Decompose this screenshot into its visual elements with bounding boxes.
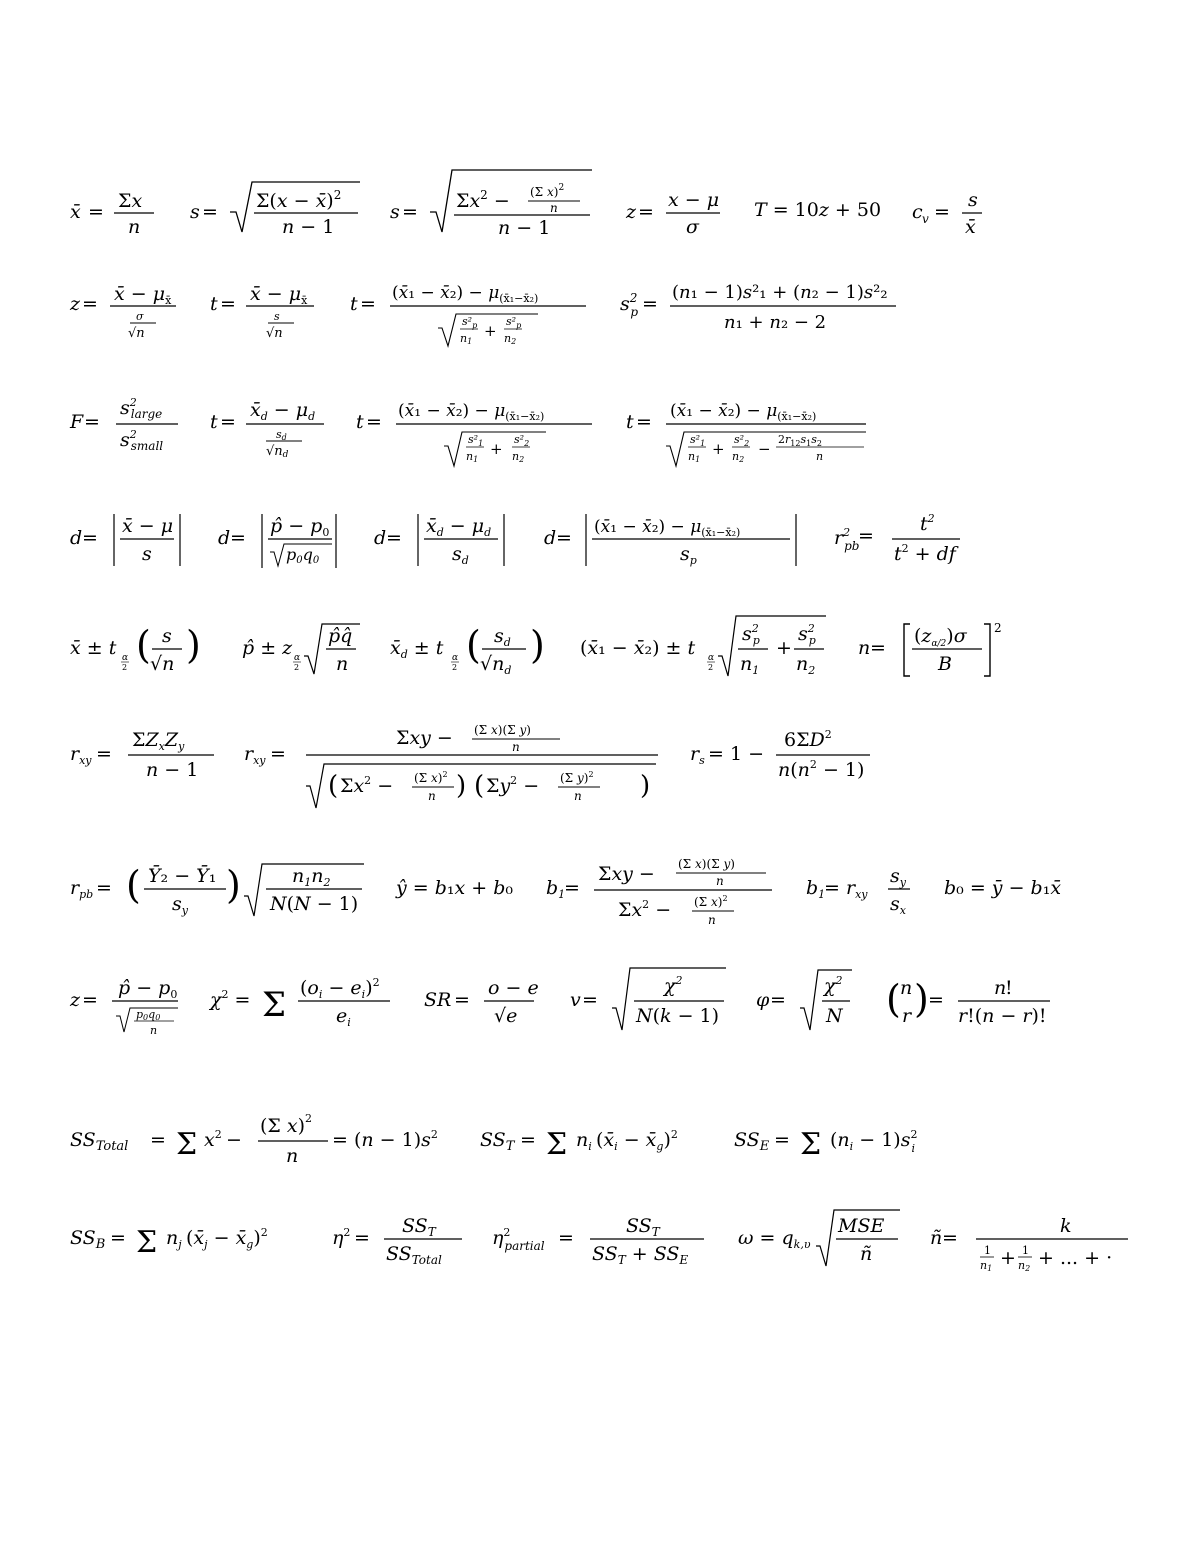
svg-text:t: t [350,293,358,315]
svg-text:=: = [88,201,104,223]
svg-text:): ) [530,623,545,667]
svg-text:d: d [544,527,557,549]
svg-text:d: d [374,527,387,549]
svg-text:SST: $SS_T$ [480,1129,515,1154]
svg-text:n1: n1 [466,450,479,464]
svg-text:p̂ − p0: p̂ − $p_0$ [118,977,178,1001]
svg-text:χ2: $\chi^2$ [824,974,843,997]
svg-text:=: = [858,525,874,547]
svg-text:t2 + df: $t^2$ + df [894,542,956,565]
svg-text:√n: √n [128,326,145,341]
formula-point-biserial [70,863,364,917]
svg-text:σ: σ [686,216,699,238]
formula-t-score [754,199,881,221]
svg-text:x̄ − μ: x̄ − μ [122,515,174,537]
svg-text:=: = [82,293,98,315]
formula-ci-independent [580,616,826,677]
svg-text:(Σ x)2: (Σ x)$^2$ [414,770,448,785]
formula-pearson-computational [244,723,658,808]
svg-text:(n₁ − 1)s²₁ + (n₂ − 1)s²₂: (n₁ − 1)s²₁ + (n₂ − 1)s²₂ [672,282,888,303]
svg-text:ñ: ñ [930,1227,943,1249]
svg-text:√e: √e [494,1005,518,1027]
svg-text:x̄ ± t: x̄ ± t [70,637,117,659]
formula-z-mean [69,283,176,341]
svg-text:=: = [96,743,112,765]
svg-text:r!(n − r)!: r!(n − r)! [958,1005,1047,1027]
formula-ss-treatment [480,1127,678,1162]
svg-text:n: n [574,789,582,803]
formula-z-score [625,189,720,238]
svg-text:Σ: Σ [136,1225,158,1260]
svg-text:n: n [900,977,913,999]
svg-text:x − μ: x − μ [668,189,720,211]
svg-text:b1: $b_1$ [806,877,826,901]
svg-text:Σxy −: Σxy − [598,863,655,885]
svg-text:= rxy: = $r_{xy}$ [824,877,868,901]
svg-text:n: n [336,653,349,675]
svg-text:t: t [626,411,634,433]
svg-text:n − 1: n − 1 [498,217,551,239]
svg-text:= 1 −: = 1 − [708,743,765,765]
svg-text:(Σ x)(Σ y): (Σ x)(Σ y) [474,723,531,737]
svg-text:(x̄₁ − x̄₂) − μ(x̄₁−x̄₂): (x̄₁ − x̄₂) − $\mu_{(x̄_1-x̄_2)}$ [594,517,741,539]
svg-text:t: t [210,293,218,315]
svg-text:s²2: $s^2_2$ [734,433,750,448]
svg-text:=: = [870,637,886,659]
svg-text:n1: n1 [980,1259,993,1273]
svg-text:(Σ y)2: (Σ y)$^2$ [560,770,594,785]
formula-cohen-d-one [70,514,180,566]
svg-text:p̂ − p0: p̂ − $p_0$ [270,515,330,539]
formula-r-squared-pb [834,512,960,565]
svg-text:x̄: x̄ [70,201,81,223]
formula-sample-size [858,621,1002,676]
svg-text:(x̄₁ − x̄₂) ± t: (x̄₁ − x̄₂) ± t [580,637,696,659]
svg-text:√n: √n [266,326,283,341]
svg-text:α: α [452,653,459,663]
svg-text:Σ: Σ [176,1127,198,1162]
svg-text:=: = [402,201,418,223]
svg-text:sy: $s_y$ [890,865,906,889]
svg-text:=: = [360,293,376,315]
svg-text:sx: $s_x$ [890,893,906,917]
formula-spearman [690,728,870,781]
svg-text:): ) [914,977,929,1021]
formula-cramers-v [570,968,726,1030]
svg-text:(Σ x)(Σ y): (Σ x)(Σ y) [678,857,735,871]
svg-text:s²2: $s^2_2$ [514,433,530,448]
svg-text:z: z [70,293,81,315]
svg-text:2: 2 [294,663,300,672]
svg-text:+: + [1000,1247,1016,1269]
svg-text:ŷ = b₁x + b₀: ŷ = b₁x + b₀ [396,877,514,899]
svg-text:s²p: $s^2_p$ [506,315,522,330]
svg-text:MSE: MSE [838,1215,885,1237]
svg-text:Σx2 −: $\Sigma x^2$ − [340,774,394,797]
svg-text:Σy2 −: $\Sigma y^2$ − [486,774,540,797]
svg-text:=: = [220,411,236,433]
svg-text:p̂q̂: p̂q̂ [328,625,353,647]
svg-text:N: N [826,1005,843,1027]
svg-text:(Σ x)2: (Σ x)$^2$ [260,1112,313,1137]
svg-text:Σx2 −: $\Sigma x^2$ − [456,188,510,212]
svg-text:=: = [928,989,944,1011]
svg-text:x̄ − μx̄: x̄ − $\mu_{x̄}$ [114,283,172,307]
svg-text:=: = [366,411,382,433]
svg-text:=: = [520,1129,536,1151]
svg-text:x̄d − μd: $x̄_d - \mu_d$ [426,515,492,539]
svg-text:ΣZxZy: $\Sigma Z_xZ_y$ [132,729,185,753]
svg-text:SST + SSE: $SS_T + SS_E$ [592,1243,689,1267]
svg-text:(Σ x)2: (Σ x)$^2$ [694,894,728,909]
formula-std-residual [424,977,539,1027]
svg-text:χ2 =: $\chi^2$ = [210,988,251,1011]
svg-text:sp: $s_p$ [680,543,697,567]
formula-sd-definitional [190,182,360,238]
svg-text:z: z [70,989,81,1011]
svg-text:−: − [226,1129,242,1151]
formula-t-correlated [626,401,866,466]
svg-text:c: c [912,201,923,223]
svg-text:φ: φ [756,989,770,1011]
svg-text:2: 2 [452,663,458,672]
svg-text:p0q0: p0q0 [136,1008,161,1022]
svg-text:(x̄j − x̄g)2: ($x̄_j$ − $x̄_g)^2$ [186,1226,268,1251]
svg-text:s: s [142,543,152,565]
svg-text:n1: $n_1$ [740,653,760,677]
formula-t-mean [210,283,314,341]
svg-text:=: = [454,989,470,1011]
svg-text:+: + [484,322,497,340]
svg-text:2: 2 [708,663,714,672]
svg-text:(ni − 1)s2i: $(n_i - 1)s^2$ i [830,1128,918,1155]
svg-text:n: n [550,201,558,215]
svg-text:rs: $r_s$ [690,743,705,767]
svg-text:nj: $n_j$ [166,1227,182,1251]
svg-text:=: = [582,989,598,1011]
svg-text:=: = [150,1129,166,1151]
svg-text:ni: $n_i$ [576,1129,592,1153]
svg-text:=: = [202,201,218,223]
formula-f-ratio [69,396,178,453]
svg-text:t: t [356,411,364,433]
svg-text:√nd: $√n_d$ [480,653,512,677]
svg-text:=: = [386,527,402,549]
svg-text:√n: √n [150,653,175,675]
svg-text:s: s [162,625,172,647]
svg-text:n₁ + n₂ − 2: n₁ + n₂ − 2 [724,312,827,333]
svg-text:s2large: $s^2$ large [120,396,163,421]
svg-text:SSTotal: $SS_{Total}$ [386,1243,442,1267]
svg-text:rpb: $r_{pb}$ [70,877,94,901]
formula-ci-dependent [390,623,545,677]
svg-text:=: = [770,989,786,1011]
svg-text:(x̄₁ − x̄₂) − μ(x̄₁−x̄₂): (x̄₁ − x̄₂) − $\mu_{(x̄_1-x̄_2)}$ [392,283,539,305]
svg-text:(: ( [126,863,141,907]
formula-sd-computational [390,170,592,239]
svg-text:s: s [968,189,978,211]
formula-ss-between [70,1225,268,1260]
svg-text:n: n [816,450,824,463]
svg-text:η2: $\eta^2$ [332,1226,351,1249]
svg-text:=: = [642,293,658,315]
formula-tukey-hsd [738,1210,900,1266]
svg-text:b₀ = ȳ − b₁x̄: b₀ = ȳ − b₁x̄ [944,877,1062,899]
svg-text:(oi − ei)2: $(o_i - e_i)^2$ [300,976,380,1001]
svg-text:(: ( [136,623,151,667]
svg-text:2: 2 [994,621,1002,635]
svg-text:=: = [230,527,246,549]
svg-text:(Σ x)2: (Σ x)$^2$ [530,183,565,199]
svg-text:SST: $SS_T$ [402,1215,436,1239]
svg-text:SSTotal: $SS_{Total}$ [70,1129,129,1154]
svg-text:!: ! [1005,977,1013,999]
svg-text:F: F [70,411,84,433]
formula-cohen-d-independent [544,514,796,567]
svg-text:x̄d − μd: $x̄_d - \mu_d$ [250,399,316,423]
svg-text:t: t [210,411,218,433]
svg-text:k: k [1060,1215,1072,1237]
svg-text:n: n [708,913,716,927]
svg-text:n: n [428,789,436,803]
svg-text:(: ( [328,771,339,801]
svg-text:n1n2: $n_1n_2$ [292,865,331,889]
svg-text:): ) [456,771,467,801]
svg-text:N(k − 1): N(k − 1) [636,1005,720,1027]
svg-text:n2: $n_2$ [796,653,816,677]
svg-text:α: α [708,653,715,663]
svg-text:n: n [716,874,724,888]
svg-text:SSE: $SS_E$ [734,1129,770,1154]
svg-text:(: ( [886,977,901,1021]
svg-text:SR: SR [424,989,452,1011]
svg-text:(x̄₁ − x̄₂) − μ(x̄₁−x̄₂): (x̄₁ − x̄₂) − $\mu_{(x̄_1-x̄_2)}$ [670,401,817,423]
svg-text:Σxy −: Σxy − [396,727,453,749]
svg-text:n2: n2 [512,450,525,464]
svg-text:=: = [774,1129,790,1151]
svg-text:s2p: $s^2$ p [742,622,760,647]
svg-text:Ȳ₂ − Ȳ₁: Ȳ₂ − Ȳ₁ [148,865,217,887]
formula-ci-mean [70,623,201,675]
svg-text:n: n [858,637,871,659]
svg-text:=: = [558,1227,574,1249]
svg-text:=: = [942,1227,958,1249]
svg-text:s2small: $s^2$ small [120,428,164,453]
formula-harmonic-n [930,1215,1128,1273]
svg-text:x̄: x̄ [965,216,976,238]
svg-text:x̄d ± t: $x̄_d \pm t$ [390,637,444,661]
svg-text:Σ: Σ [800,1127,822,1162]
svg-text:(x̄₁ − x̄₂) − μ(x̄₁−x̄₂): (x̄₁ − x̄₂) − $\mu_{(x̄_1-x̄_2)}$ [398,401,545,423]
svg-text:=: = [636,411,652,433]
svg-text:Σ(x − x̄)2: Σ(x − x̄)$^2$ [256,188,342,212]
formula-t-independent-pooled [350,283,586,346]
formula-slope-computational [546,857,772,927]
svg-text:=: = [220,293,236,315]
svg-text:p̂ ± z: p̂ ± z [242,637,293,659]
formula-z-proportion [69,977,178,1037]
formula-pooled-variance [620,282,896,333]
svg-text:n: n [286,1145,299,1167]
svg-text:s: s [390,201,400,223]
svg-text:(: ( [466,623,481,667]
svg-text:ei: $e_i$ [336,1005,351,1029]
formula-phi [756,970,852,1030]
svg-text:s2p: $s^2$ p [798,622,816,647]
svg-text:s²1: $s^2_1$ [468,433,484,448]
svg-text:=: = [564,877,580,899]
svg-text:Σ: Σ [262,985,287,1025]
svg-text:n1: n1 [460,332,473,346]
svg-text:(zα/2)σ: $(z_{\alpha/2})\sigma$ [914,625,967,649]
svg-text:n: n [512,740,520,754]
svg-text:v: v [922,212,929,226]
svg-text:−: − [758,440,771,458]
svg-text:α: α [122,653,129,663]
svg-text:): ) [186,623,201,667]
svg-text:x2: $x^2$ [204,1128,222,1151]
svg-text:v: v [570,989,581,1011]
formula-t-dependent [210,399,324,460]
formula-ss-total [70,1112,438,1167]
svg-text:n2: n2 [732,450,745,464]
formula-chi-square [208,976,390,1029]
svg-text:sy: $s_y$ [172,893,188,917]
svg-text:r2pb: $r^2$ pb [834,526,860,553]
svg-text:n: n [150,1024,158,1037]
svg-text:σ: σ [136,310,144,323]
svg-text:=: = [82,989,98,1011]
svg-text:b1: $b_1$ [546,877,566,901]
svg-text:n2: n2 [1018,1259,1031,1273]
svg-text:z: z [626,201,637,223]
formula-intercept [944,877,1061,899]
svg-text:d: d [70,527,83,549]
formula-mean [70,190,154,238]
svg-text:=: = [638,201,654,223]
svg-text:n(n2 − 1): $n(n^2 - 1)$ [778,758,865,781]
svg-text:sd: $s_d$ [452,543,469,567]
svg-text:n: n [994,977,1007,999]
svg-text:p0q0: p0q0 [286,545,320,566]
svg-text:=: = [556,527,572,549]
svg-text:): ) [640,771,651,801]
svg-text:B: B [938,653,952,675]
formula-t-independent-unpooled [356,401,592,466]
svg-text:rxy: $r_{xy}$ [244,743,266,767]
svg-text:+ ... + ·: + ... + · [1038,1247,1113,1269]
svg-text:2r12s1s2: $2r_{12}s_1s_2$ [778,433,822,448]
svg-text:χ2: $\chi^2$ [664,974,683,997]
svg-text:=: = [82,527,98,549]
svg-text:s²1: $s^2_1$ [690,433,706,448]
svg-text:(x̄i − x̄g)2: ($x̄_i$ − $x̄_g)^2$ [596,1128,678,1153]
svg-text:=: = [84,411,100,433]
svg-text:=: = [96,877,112,899]
formula-combination [886,977,1050,1027]
svg-text:sd: sd [276,428,287,442]
svg-text:t2: $t^2$ [920,512,935,535]
svg-text:= (n − 1)s2: = $(n - 1)s^2$ [332,1128,438,1151]
svg-text:=: = [354,1227,370,1249]
svg-text:=: = [270,743,286,765]
formula-slope-r [806,865,910,917]
svg-text:r: r [902,1005,912,1027]
svg-text:n2: n2 [504,332,517,346]
svg-text:SSB: $SS_B$ [70,1227,106,1252]
svg-text:=: = [934,201,950,223]
svg-text:T = 10z + 50: T = 10z + 50 [754,199,882,221]
svg-text:): ) [226,863,241,907]
svg-text:ω = qk,υ: $\omega = q_{k,\upsilon}$ [738,1227,811,1251]
svg-text:=: = [110,1227,126,1249]
svg-text:α: α [294,653,301,663]
formula-regression-line [395,877,513,899]
formula-coef-variation [912,189,982,238]
formula-cohen-d-dependent [374,514,504,567]
formula-ss-error [734,1127,917,1162]
svg-text:rxy: $r_{xy}$ [70,743,92,767]
formula-ci-proportion [242,624,360,675]
svg-text:sd: $s_d$ [494,625,511,649]
formula-eta-squared [332,1215,462,1267]
formula-cohen-d-proportion [218,514,336,568]
svg-text:+: + [490,440,503,458]
svg-text:η2partial: $\eta^2$ partial [492,1226,545,1253]
svg-text:n − 1: n − 1 [146,759,199,781]
svg-text:+: + [712,440,725,458]
svg-text:n − 1: n − 1 [282,216,335,238]
svg-text:Σx: Σx [118,190,143,212]
svg-text:o − e: o − e [488,977,539,999]
svg-text:(: ( [474,771,485,801]
svg-text:N(N − 1): N(N − 1) [270,893,359,915]
svg-text:ñ: ñ [860,1243,873,1265]
formula-pearson-z [70,729,214,781]
svg-text:Σ: Σ [546,1127,568,1162]
svg-text:d: d [218,527,231,549]
svg-text:1: 1 [984,1244,991,1257]
svg-text:n1: n1 [688,450,701,464]
svg-text:6ΣD2: $6\Sigma D^2$ [784,728,832,751]
svg-text:+: + [776,637,792,659]
formula-partial-eta [492,1215,704,1267]
svg-text:s²p: $s^2_p$ [462,315,478,330]
svg-text:x̄ − μx̄: x̄ − $\mu_{x̄}$ [250,283,308,307]
svg-text:s: s [274,310,280,323]
svg-text:1: 1 [1022,1244,1029,1257]
svg-text:s2p: $s^2$ p [620,291,639,319]
svg-text:s: s [190,201,200,223]
svg-text:n: n [128,216,141,238]
svg-text:√nd: √nd [266,444,289,460]
svg-text:Σx2 −: $\Sigma x^2$ − [618,898,672,921]
svg-text:2: 2 [122,663,128,672]
svg-text:SST: $SS_T$ [626,1215,660,1239]
